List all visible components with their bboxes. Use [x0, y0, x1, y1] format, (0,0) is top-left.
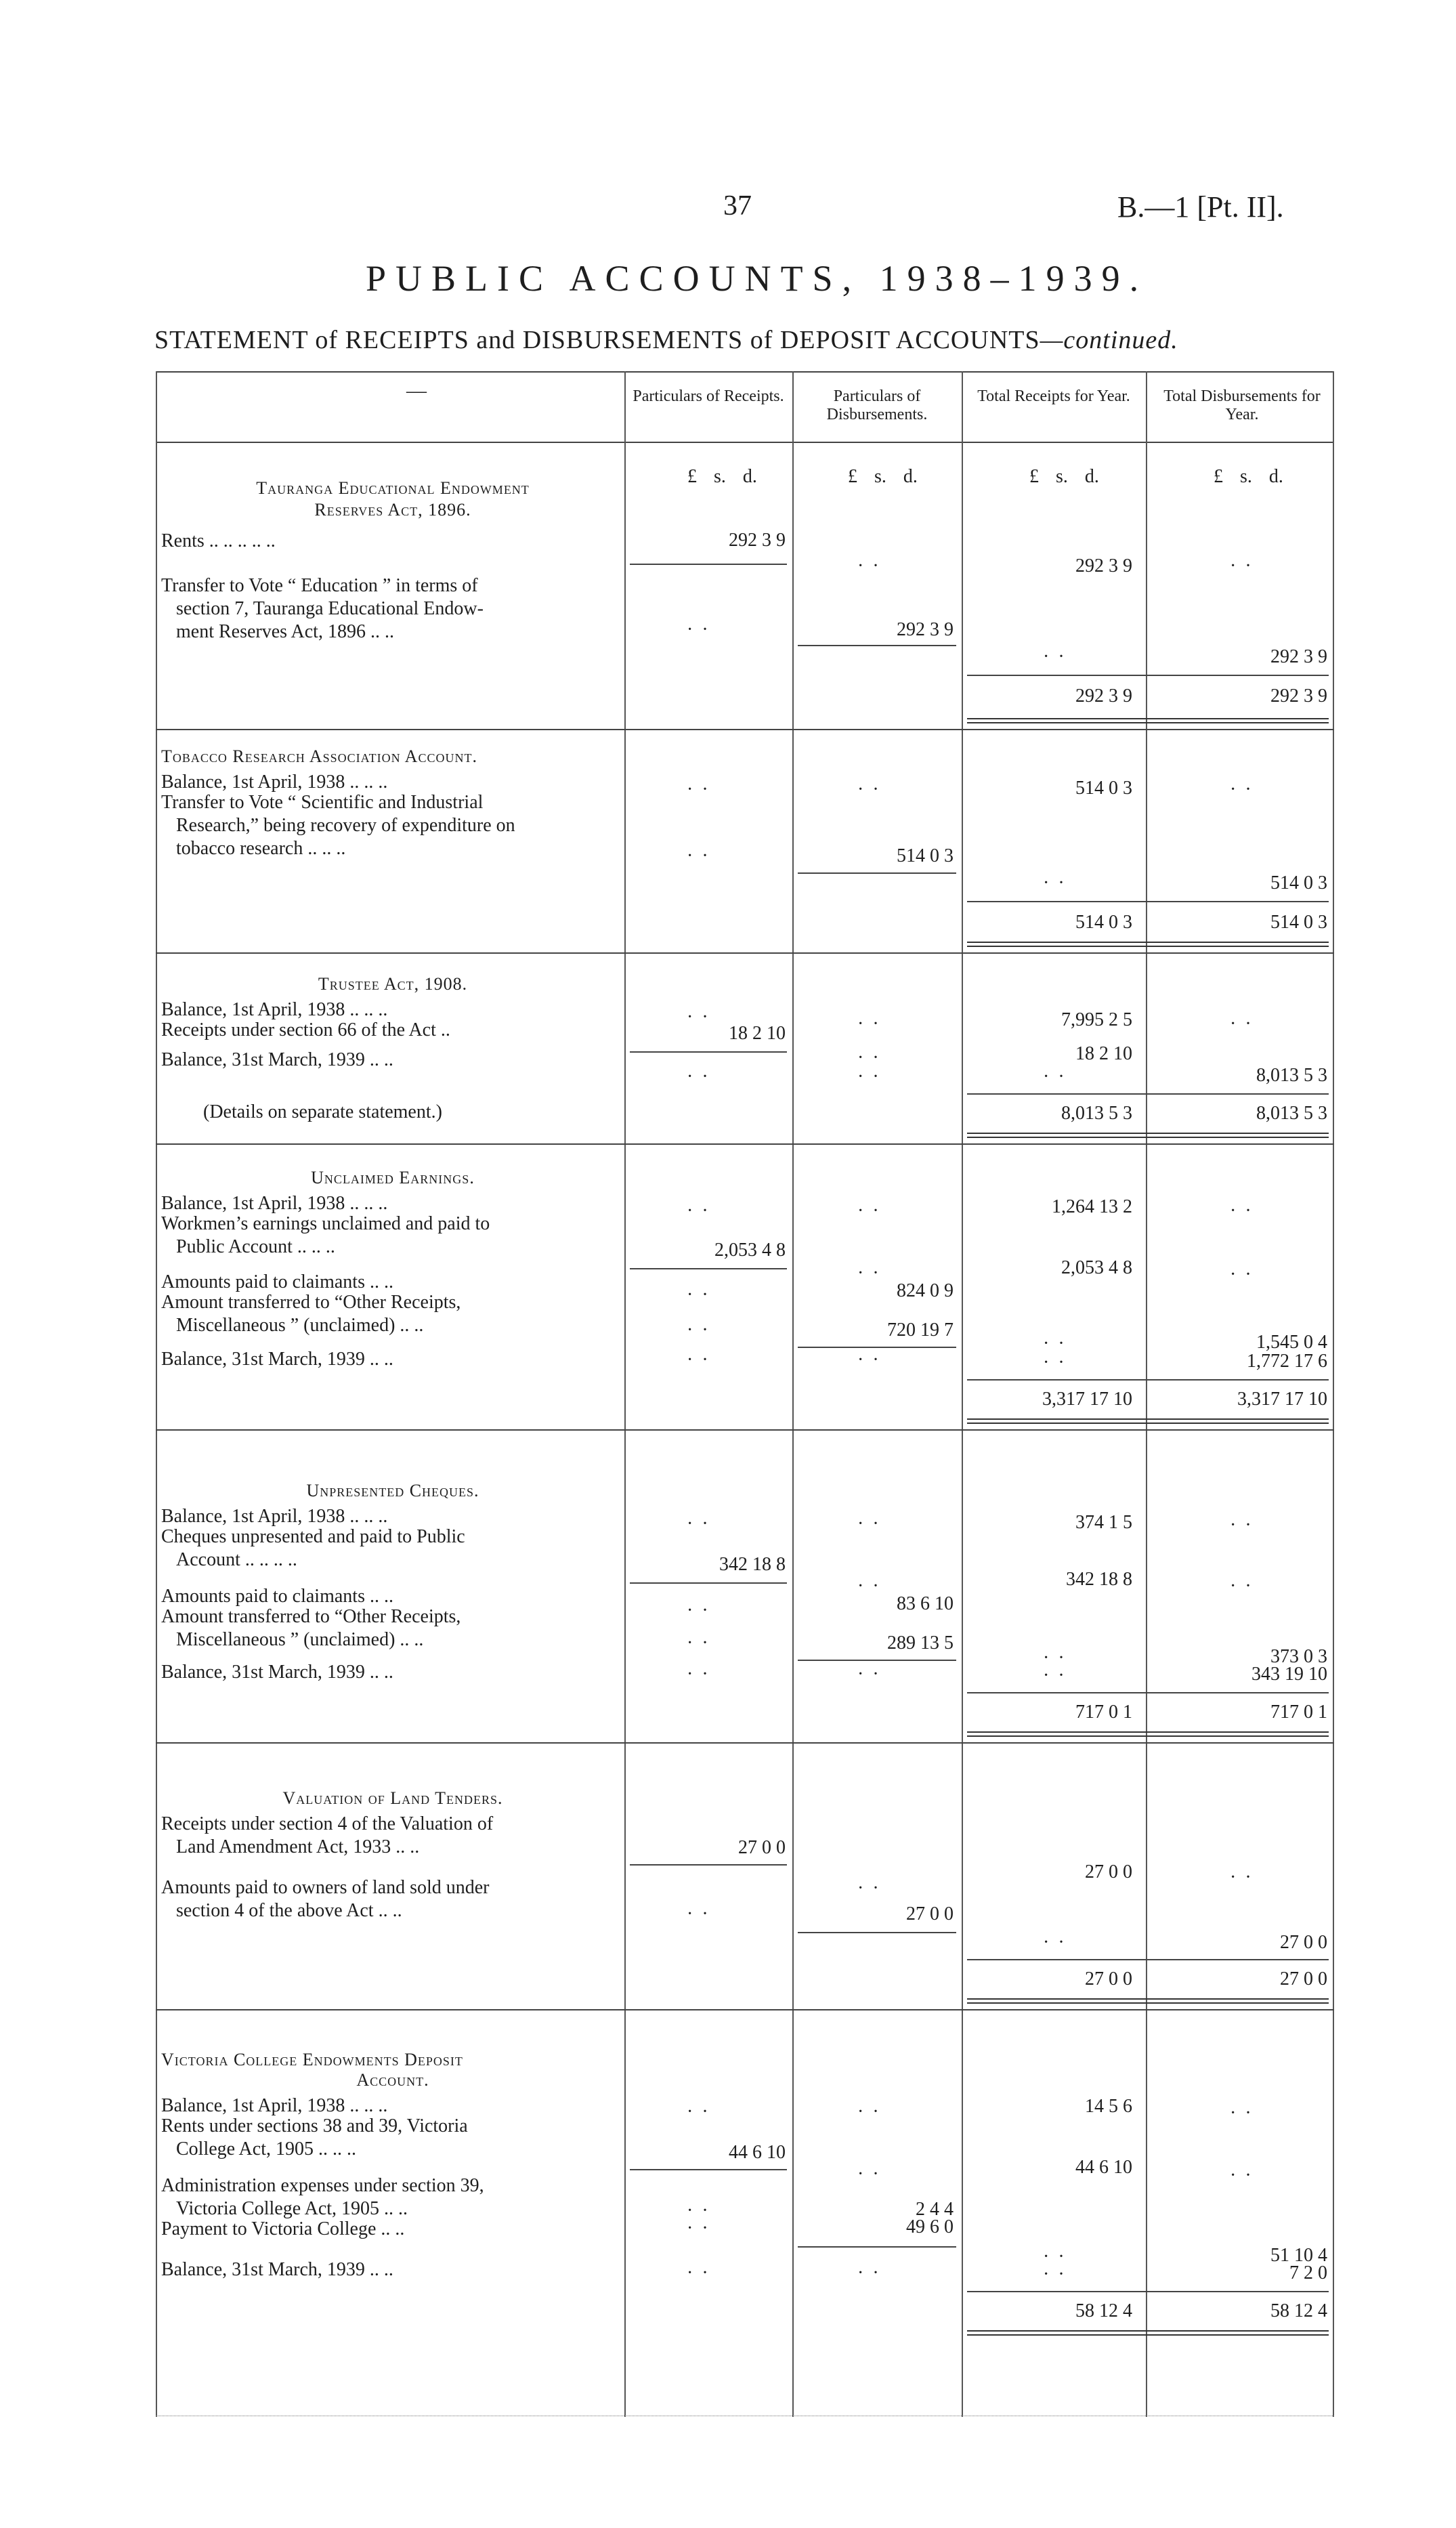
receipts-label-l2: Land Amendment Act, 1933 .. ..	[176, 1836, 420, 1857]
nil-marker: · ·	[857, 1066, 881, 1087]
balance-close-label: Balance, 31st March, 1939 .. ..	[161, 1349, 393, 1370]
nil-marker: · ·	[857, 779, 881, 800]
nil-marker: · ·	[1043, 2246, 1067, 2267]
receipts-total-receipts: 27 0 0	[1085, 1861, 1132, 1882]
page-title: PUBLIC ACCOUNTS, 1938–1939.	[366, 258, 1149, 299]
paid-claimants-label: Amounts paid to claimants .. ..	[161, 1271, 393, 1292]
balance-close-label: Balance, 31st March, 1939 .. ..	[161, 2259, 393, 2280]
nil-marker: · ·	[1230, 1264, 1254, 1285]
total-rule	[967, 675, 1329, 676]
nil-marker: · ·	[1230, 555, 1254, 576]
total-rule	[967, 901, 1329, 902]
nil-marker: · ·	[1043, 1352, 1067, 1373]
balance-open-label: Balance, 1st April, 1938 .. .. ..	[161, 999, 388, 1020]
nil-marker: · ·	[687, 1513, 710, 1534]
nil-marker: · ·	[1043, 1647, 1067, 1668]
nil-marker: · ·	[1043, 1066, 1067, 1087]
workmen-earnings-label	[161, 1213, 628, 1259]
nil-marker: · ·	[857, 1200, 881, 1221]
subtotal-rule	[798, 1660, 956, 1661]
workmen-total-receipts: 2,053 4 8	[1061, 1257, 1132, 1278]
nil-marker: · ·	[687, 779, 710, 800]
nil-marker: · ·	[857, 1349, 881, 1370]
subtotal-rule	[798, 872, 956, 874]
total-disbursements-header: Total Disbursements for Year.	[1163, 387, 1321, 423]
total-double-rule	[967, 1133, 1329, 1138]
rents-particulars-receipts: 292 3 9	[729, 530, 786, 551]
transfer-total-disbursements: 292 3 9	[1270, 646, 1327, 667]
cheques-label-l1: Cheques unpresented and paid to Public	[161, 1526, 465, 1547]
section-total-receipts: 514 0 3	[1075, 912, 1132, 933]
nil-marker: · ·	[687, 845, 710, 866]
nil-marker: · ·	[857, 2164, 881, 2185]
section-total-disbursements: 3,317 17 10	[1237, 1389, 1327, 1410]
cheques-particulars-receipts: 342 18 8	[719, 1554, 786, 1575]
section-title-line2: Reserves Act, 1896.	[314, 500, 471, 520]
balance-close-total-disbursements: 343 19 10	[1251, 1664, 1327, 1685]
nil-marker: · ·	[687, 2262, 710, 2283]
nil-marker: · ·	[687, 1632, 710, 1653]
unit-label-c3: £ s. d.	[1029, 466, 1099, 487]
total-double-rule	[967, 718, 1329, 723]
balance-close-label: Balance, 31st March, 1939 .. ..	[161, 1049, 393, 1070]
rents-total-receipts: 292 3 9	[1075, 555, 1132, 576]
details-note: (Details on separate statement.)	[203, 1101, 442, 1122]
nil-marker: · ·	[687, 1200, 710, 1221]
section-total-receipts: 27 0 0	[1085, 1968, 1132, 1989]
section-divider	[156, 952, 1334, 954]
section-title: Victoria College Endowments Deposit	[161, 2050, 463, 2069]
nil-marker: · ·	[687, 1284, 710, 1305]
receipts-label: Receipts under section 66 of the Act ..	[161, 1019, 450, 1040]
transfer-label-l1: Transfer to Vote “ Scientific and Industrial	[161, 792, 484, 813]
section-total-disbursements: 717 0 1	[1270, 1702, 1327, 1723]
balance-open-total-receipts: 374 1 5	[1075, 1512, 1132, 1533]
section-total-receipts: 58 12 4	[1075, 2300, 1132, 2321]
admin-label-l1: Administration expenses under section 39,	[161, 2175, 484, 2196]
balance-close-total-disbursements: 7 2 0	[1289, 2262, 1327, 2283]
balance-open-total-receipts: 514 0 3	[1075, 778, 1132, 799]
col-divider-3	[962, 371, 963, 2417]
cheques-total-receipts: 342 18 8	[1066, 1569, 1132, 1590]
nil-marker: · ·	[1230, 1867, 1254, 1888]
nil-marker: · ·	[857, 1878, 881, 1899]
nil-marker: · ·	[687, 1320, 710, 1341]
subtotal-rule	[798, 1347, 956, 1348]
workmen-label-l1: Workmen’s earnings unclaimed and paid to	[161, 1213, 490, 1234]
nil-marker: · ·	[687, 2218, 710, 2239]
nil-marker: · ·	[1230, 779, 1254, 800]
unit-label-c2: £ s. d.	[848, 466, 918, 487]
nil-marker: · ·	[1230, 2103, 1254, 2124]
receipts-particulars-receipts: 18 2 10	[729, 1023, 786, 1044]
section-divider	[156, 1429, 1334, 1431]
nil-marker: · ·	[1043, 646, 1067, 667]
balance-close-total-disbursements: 8,013 5 3	[1256, 1065, 1327, 1086]
total-double-rule	[967, 942, 1329, 947]
section-total-disbursements: 27 0 0	[1280, 1968, 1327, 1989]
subtotal-rule	[630, 1268, 787, 1269]
balance-open-label: Balance, 1st April, 1938 .. .. ..	[161, 772, 388, 793]
subtotal-rule	[630, 2169, 787, 2170]
transfer-label-l1: Amount transferred to “Other Receipts,	[161, 1606, 461, 1627]
nil-marker: · ·	[1043, 1333, 1067, 1354]
section-total-receipts: 717 0 1	[1075, 1702, 1132, 1723]
col-divider-right	[1333, 371, 1334, 2417]
nil-marker: · ·	[857, 1513, 881, 1534]
nil-marker: · ·	[857, 1047, 881, 1068]
col-divider-left	[156, 371, 157, 2417]
admin-expenses-label	[161, 2174, 628, 2220]
nil-marker: · ·	[857, 1576, 881, 1597]
subtotal-rule	[798, 645, 956, 646]
transfer-total-disbursements: 514 0 3	[1270, 872, 1327, 893]
section-divider	[156, 2009, 1334, 2010]
nil-marker: · ·	[1230, 1200, 1254, 1221]
paid-particulars-disbursements: 27 0 0	[906, 1903, 954, 1924]
total-double-rule	[967, 1998, 1329, 2004]
paid-particulars-disbursements: 83 6 10	[897, 1593, 954, 1614]
paid-owners-label-l1: Amounts paid to owners of land sold under	[161, 1877, 490, 1898]
balance-close-total-disbursements: 1,772 17 6	[1247, 1351, 1327, 1372]
section-divider	[156, 729, 1334, 730]
nil-marker: · ·	[687, 1664, 710, 1685]
transfer-label-l2: section 7, Tauranga Educational Endow-	[176, 598, 484, 619]
total-receipts-header: Total Receipts for Year.	[977, 387, 1130, 405]
balance-open-label: Balance, 1st April, 1938 .. .. ..	[161, 2095, 388, 2116]
page-number: 37	[723, 190, 752, 222]
section-total-receipts: 3,317 17 10	[1042, 1389, 1132, 1410]
transfer-label-l2: Miscellaneous ” (unclaimed) .. ..	[176, 1315, 424, 1336]
subtitle-text: STATEMENT of RECEIPTS and DISBURSEMENTS of DEPOSIT ACCOUNTS	[154, 326, 1040, 354]
statement-subtitle	[154, 325, 1178, 355]
transfer-label-l1: Amount transferred to “Other Receipts,	[161, 1292, 461, 1313]
total-rule	[967, 1093, 1329, 1095]
rents-label	[161, 2115, 628, 2161]
nil-marker: · ·	[857, 1263, 881, 1284]
nil-marker: · ·	[857, 555, 881, 576]
nil-marker: · ·	[687, 1066, 710, 1087]
section-total-disbursements: 292 3 9	[1270, 686, 1327, 707]
balance-open-label: Balance, 1st April, 1938 .. .. ..	[161, 1506, 388, 1527]
transfer-label	[161, 1291, 628, 1337]
col-divider-4	[1146, 371, 1147, 2417]
particulars-disbursements-header: Particulars of Disbursements.	[826, 387, 928, 423]
workmen-label-l2: Public Account .. .. ..	[176, 1236, 335, 1257]
transfer-label-l1: Transfer to Vote “ Education ” in terms of	[161, 575, 478, 596]
section-total-disbursements: 514 0 3	[1270, 912, 1327, 933]
subtotal-rule	[798, 2246, 956, 2248]
total-double-rule	[967, 1731, 1329, 1737]
nil-marker: · ·	[1230, 2165, 1254, 2186]
section-total-disbursements: 8,013 5 3	[1256, 1103, 1327, 1124]
disbursements-total-disbursements: 1,545 0 4	[1256, 1332, 1327, 1353]
rents-particulars-receipts: 44 6 10	[729, 2142, 786, 2163]
paid-particulars-disbursements: 824 0 9	[897, 1280, 954, 1301]
section-title: Tauranga Educational Endowment	[256, 478, 530, 498]
section-divider	[156, 1143, 1334, 1145]
total-rule	[967, 1379, 1329, 1381]
nil-marker: · ·	[857, 2101, 881, 2122]
nil-marker: · ·	[687, 1349, 710, 1370]
nil-marker: · ·	[857, 1013, 881, 1034]
transfer-label	[161, 791, 628, 860]
paid-claimants-label: Amounts paid to claimants .. ..	[161, 1586, 393, 1607]
disbursements-total-disbursements: 51 10 4	[1270, 2245, 1327, 2266]
rents-label: Rents .. .. .. .. ..	[161, 530, 276, 551]
nil-marker: · ·	[857, 2262, 881, 2283]
transfer-label-l3: tobacco research .. .. ..	[176, 838, 346, 859]
total-double-rule	[967, 1418, 1329, 1424]
transfer-particulars-disbursements: 720 19 7	[887, 1320, 954, 1341]
col-divider-2	[792, 371, 794, 2417]
transfer-label-l2: Research,” being recovery of expenditure on	[176, 815, 515, 836]
receipts-label	[161, 1813, 628, 1859]
section-divider	[156, 1742, 1334, 1744]
total-rule	[967, 2291, 1329, 2292]
cheques-label	[161, 1525, 628, 1572]
subtitle-suffix: —continued.	[1040, 326, 1178, 354]
balance-open-total-receipts: 14 5 6	[1085, 2096, 1132, 2117]
rents-label-l1: Rents under sections 38 and 39, Victoria	[161, 2115, 468, 2136]
unit-label-c4: £ s. d.	[1214, 466, 1283, 487]
balance-open-label: Balance, 1st April, 1938 .. .. ..	[161, 1193, 388, 1214]
nil-marker: · ·	[687, 2200, 710, 2221]
transfer-particulars-disbursements: 289 13 5	[887, 1632, 954, 1653]
nil-marker: · ·	[1230, 1515, 1254, 1536]
workmen-particulars-receipts: 2,053 4 8	[714, 1240, 786, 1261]
rents-total-receipts: 44 6 10	[1075, 2157, 1132, 2178]
payment-particulars-disbursements: 49 6 0	[906, 2216, 954, 2237]
transfer-label-l2: Miscellaneous ” (unclaimed) .. ..	[176, 1629, 424, 1650]
nil-marker: · ·	[687, 1007, 710, 1028]
total-rule	[967, 1692, 1329, 1693]
nil-marker: · ·	[687, 2101, 710, 2122]
nil-marker: · ·	[1043, 872, 1067, 893]
table-top-rule	[156, 371, 1334, 373]
transfer-particulars-disbursements: 514 0 3	[897, 845, 954, 866]
paid-owners-label-l2: section 4 of the above Act .. ..	[176, 1900, 402, 1921]
total-rule	[967, 1959, 1329, 1960]
total-double-rule	[967, 2330, 1329, 2336]
unit-label-c1: £ s. d.	[687, 466, 757, 487]
subtotal-rule	[630, 1582, 787, 1584]
subtotal-rule	[798, 1932, 956, 1933]
transfer-label-l3: ment Reserves Act, 1896 .. ..	[176, 621, 394, 642]
transfer-label	[161, 1605, 628, 1651]
admin-particulars-disbursements: 2 4 4	[916, 2199, 954, 2220]
subtotal-rule	[630, 1864, 787, 1866]
rents-label-l2: College Act, 1905 .. .. ..	[176, 2139, 356, 2160]
cheques-label-l2: Account .. .. .. ..	[176, 1549, 297, 1570]
section-title: Trustee Act, 1908.	[318, 974, 468, 994]
nil-marker: · ·	[687, 1903, 710, 1924]
receipts-particulars-receipts: 27 0 0	[738, 1837, 786, 1858]
nil-marker: · ·	[1230, 1013, 1254, 1034]
section-total-receipts: 8,013 5 3	[1061, 1103, 1132, 1124]
nil-marker: · ·	[687, 619, 710, 640]
particulars-receipts-header: Particulars of Receipts.	[633, 387, 784, 405]
receipts-total-receipts: 18 2 10	[1075, 1043, 1132, 1064]
nil-marker: · ·	[1230, 1576, 1254, 1597]
paid-owners-label	[161, 1876, 628, 1922]
balance-open-total-receipts: 1,264 13 2	[1052, 1196, 1132, 1217]
payment-label: Payment to Victoria College .. ..	[161, 2218, 405, 2239]
subtotal-rule	[630, 1051, 787, 1053]
balance-open-total-receipts: 7,995 2 5	[1061, 1009, 1132, 1030]
nil-marker: · ·	[687, 1600, 710, 1621]
nil-marker: · ·	[1043, 1665, 1067, 1686]
nil-marker: · ·	[857, 1664, 881, 1685]
paid-total-disbursements: 27 0 0	[1280, 1932, 1327, 1953]
section-title: Valuation of Land Tenders.	[282, 1788, 503, 1808]
admin-label-l2: Victoria College Act, 1905 .. ..	[176, 2198, 408, 2219]
balance-close-label: Balance, 31st March, 1939 .. ..	[161, 1662, 393, 1683]
section-title: Tobacco Research Association Account.	[161, 746, 477, 766]
section-title: Unpresented Cheques.	[306, 1481, 479, 1500]
section-title: Unclaimed Earnings.	[311, 1168, 475, 1187]
nil-marker: · ·	[1043, 1932, 1067, 1953]
disbursements-total-disbursements: 373 0 3	[1270, 1646, 1327, 1667]
header-bottom-rule	[156, 442, 1334, 443]
receipts-label-l1: Receipts under section 4 of the Valuation of	[161, 1813, 494, 1834]
section-total-receipts: 292 3 9	[1075, 686, 1132, 707]
transfer-label	[161, 574, 628, 644]
section-title-line2: Account.	[356, 2070, 429, 2090]
nil-marker: · ·	[1043, 2264, 1067, 2285]
subtotal-rule	[630, 564, 787, 565]
transfer-particulars-disbursements: 292 3 9	[897, 619, 954, 640]
document-code: B.—1 [Pt. II].	[1117, 190, 1284, 224]
section-total-disbursements: 58 12 4	[1270, 2300, 1327, 2321]
description-column-header: —	[406, 379, 427, 402]
